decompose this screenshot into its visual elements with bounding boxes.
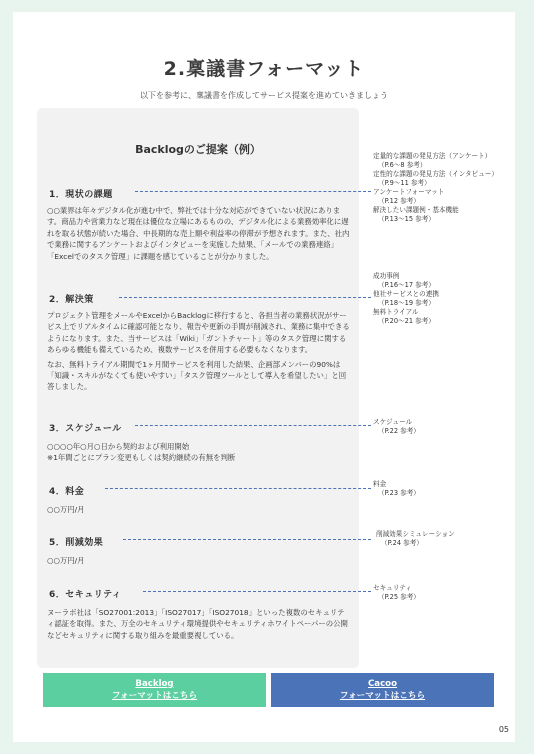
- connector-line: [105, 488, 371, 489]
- side-note-ref: （P.25 参考）: [378, 593, 420, 601]
- side-note-group-solution: [373, 272, 515, 326]
- side-note-ref: （P.6～8 参考）: [378, 161, 427, 169]
- backlog-format-link-button[interactable]: [43, 673, 266, 707]
- side-note-ref: （P.13～15 参考）: [378, 215, 435, 223]
- paragraph: ○○万円/月: [47, 556, 85, 565]
- button-label-line: フォーマットはこちら: [111, 691, 198, 701]
- proposal-example-card: [37, 108, 359, 668]
- paragraph: ヌーラボ社は「SO27001:2013」「ISO27017」「ISO27018」といった複数のセキュリティ認証を取得。また、万全のセキュリティ環境提供やセキュリティホワイトペーパーの公開などセキュリティに関する取り組みを最重要視している。: [47, 608, 348, 640]
- side-note-group-issues: [373, 152, 515, 224]
- section-heading-price: 4．料金: [49, 487, 85, 497]
- connector-line: [123, 539, 371, 540]
- card-title: Backlogのご提案（例）: [135, 143, 261, 156]
- side-note-ref: （P.22 参考）: [378, 427, 420, 435]
- paragraph: ○○万円/月: [47, 505, 85, 514]
- paragraph: ※1年間ごとにプラン変更もしくは契約継続の有無を判断: [47, 453, 236, 463]
- section-body-security: [47, 607, 351, 641]
- side-note-title: 料金: [373, 480, 387, 488]
- section-body-price: [47, 504, 351, 515]
- side-note-title: 定性的な課題の発見方法（インタビュー）: [373, 170, 499, 178]
- section-heading-solution: 2．解決策: [49, 295, 94, 305]
- side-note-title: スケジュール: [373, 418, 413, 426]
- side-note-ref: （P.23 参考）: [378, 489, 420, 497]
- paragraph: ○○業界は年々デジタル化が進む中で、弊社では十分な対応ができていない状況にあります。商品力や営業力など現在は優位な立場にあるものの、デジタル化による業務効率化に遅れを取る状態が続いた場合、中長期的な売上額や利益率の停滞が予想されます。また、社内で業務に関するアンケートおよびインタビューを実施した結果、「メールでの業務連絡」「Excelでのタスク管理」に課題を感じていることが分かりました。: [47, 206, 350, 261]
- button-label-line: Cacoo: [367, 679, 397, 689]
- side-note-ref: （P.24 参考）: [381, 539, 423, 547]
- page-subtitle: 以下を参考に、稟議書を作成してサービス提案を進めていきましょう: [140, 91, 388, 100]
- button-label-line: Backlog: [135, 679, 174, 689]
- page-title: 2.稟議書フォーマット: [163, 58, 365, 80]
- side-note-title: 成功事例: [373, 272, 400, 280]
- document-page: [13, 12, 515, 742]
- section-body-current-issues: [47, 205, 351, 262]
- page-number: 05: [498, 725, 509, 734]
- side-note-ref: （P.16～17 参考）: [378, 281, 435, 289]
- paragraph: なお、無料トライアル期間で1ヶ月間サービスを利用した結果、企画部メンバーの90%は「知識・スキルがなくても使いやすい」「タスク管理ツールとして導入を希望したい」と回答しました。: [47, 359, 347, 392]
- section-heading-reduction-effect: 5．削減効果: [49, 538, 104, 548]
- side-note-ref: （P.12 参考）: [378, 197, 420, 205]
- side-note-title: セキュリティ: [373, 584, 412, 592]
- side-note-title: 解決したい課題例・基本機能: [373, 206, 459, 214]
- side-note-title: 他社サービスとの連携: [373, 290, 439, 298]
- side-note-title: 定量的な課題の発見方法（アンケート）: [373, 152, 492, 160]
- paragraph: プロジェクト管理をメールやExcelからBacklogに移行すると、各担当者の業務状況がサービス上でリアルタイムに確認可能となり、報告や更新の手間が削減され、業務に集中できるようになります。また、当サービスは「Wiki」「ガントチャート」等のタスク管理に関するあらゆる機能も備えているため、複数サービスを併用する必要もなくなります。: [47, 311, 350, 355]
- side-note-title: アンケートフォーマット: [373, 188, 445, 196]
- connector-line: [143, 591, 371, 592]
- side-note-title: 無料トライアル: [373, 308, 419, 316]
- side-note-group-reduction: [376, 530, 518, 548]
- section-body-schedule: [47, 441, 351, 464]
- paragraph: ○○○○年○月○日から契約および利用開始: [47, 442, 190, 451]
- section-heading-schedule: 3．スケジュール: [49, 424, 122, 434]
- section-heading-current-issues: 1．現状の課題: [49, 190, 113, 200]
- connector-line: [119, 297, 371, 298]
- side-note-group-security: [373, 584, 515, 602]
- section-body-solution: [47, 310, 351, 393]
- cacoo-format-link-button[interactable]: [271, 673, 494, 707]
- side-note-title: 削減効果シミュレーション: [376, 530, 455, 538]
- side-note-group-schedule: [373, 418, 515, 436]
- connector-line: [135, 191, 371, 192]
- section-body-reduction-effect: [47, 555, 351, 566]
- button-label-line: フォーマットはこちら: [339, 691, 426, 701]
- side-note-ref: （P.9～11 参考）: [378, 179, 431, 187]
- connector-line: [135, 425, 371, 426]
- side-note-group-price: [373, 480, 515, 498]
- side-note-ref: （P.18～19 参考）: [378, 299, 435, 307]
- section-heading-security: 6．セキュリティ: [49, 590, 122, 600]
- side-note-ref: （P.20～21 参考）: [378, 317, 435, 325]
